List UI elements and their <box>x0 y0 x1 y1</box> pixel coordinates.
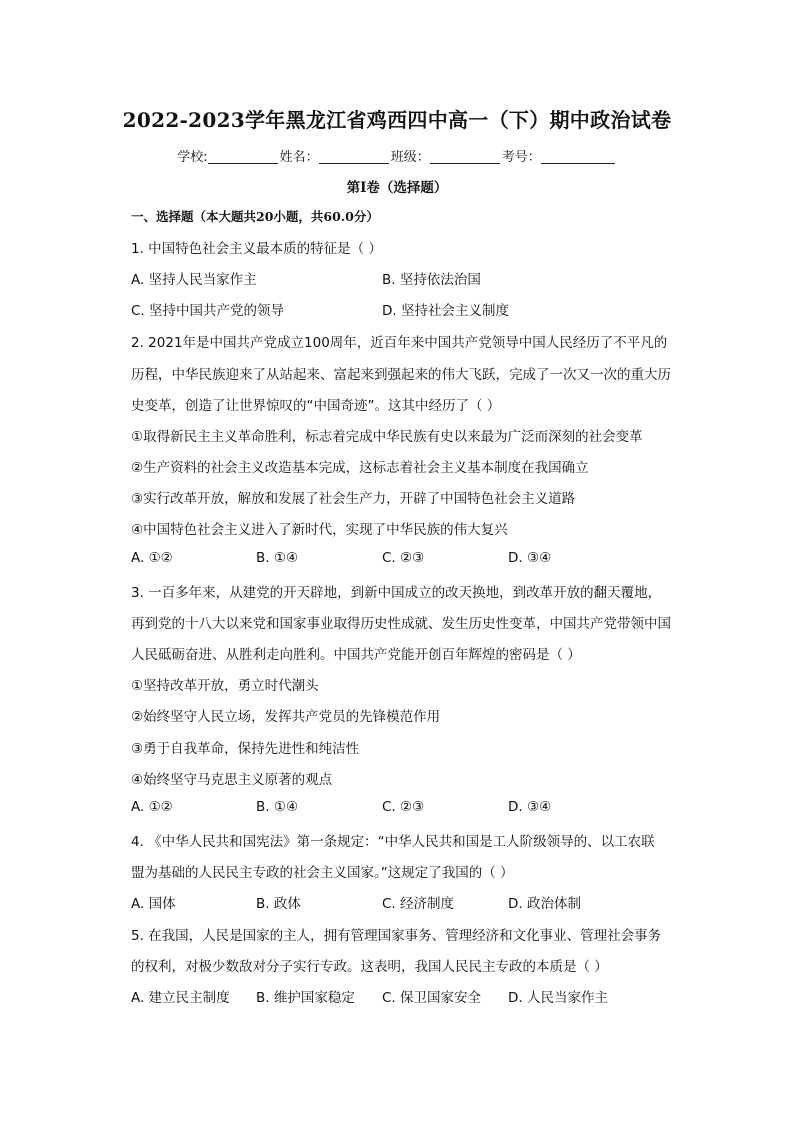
q2-option-d: D. ③④ <box>508 550 552 566</box>
q2-option-a: A. ①② <box>131 550 173 566</box>
q1-option-d: D. 坚持社会主义制度 <box>382 303 509 319</box>
q5-stem-line2: 的权利，对极少数敌对分子实行专政。这表明，我国人民民主专政的本质是（ ） <box>131 959 608 975</box>
school-label: 学校: <box>177 150 208 165</box>
q5-option-a: A. 建立民主制度 <box>131 990 230 1006</box>
q2-item-3: ③实行改革开放，解放和发展了社会生产力，开辟了中国特色社会主义道路 <box>131 491 576 507</box>
q3-item-3: ③勇于自我革命，保持先进性和纯洁性 <box>131 741 360 757</box>
q3-option-c: C. ②③ <box>382 799 425 815</box>
class-label: 班级： <box>390 150 430 165</box>
exam-no-blank <box>541 149 615 164</box>
q1-option-c: C. 坚持中国共产党的领导 <box>131 303 285 319</box>
q2-option-b: B. ①④ <box>256 550 299 566</box>
q4-option-b: B. 政体 <box>256 896 301 912</box>
q4-option-a: A. 国体 <box>131 896 176 912</box>
q5-option-d: D. 人民当家作主 <box>508 990 608 1006</box>
q5-option-b: B. 维护国家稳定 <box>256 990 355 1006</box>
q2-stem-line2: 历程，中华民族迎来了从站起来、富起来到强起来的伟大飞跃，完成了一次又一次的重大历 <box>131 367 671 383</box>
q5-stem-line1: 5. 在我国，人民是国家的主人，拥有管理国家事务、管理经济和文化事业、管理社会事务 <box>131 928 662 944</box>
q2-option-c: C. ②③ <box>382 550 425 566</box>
q2-item-1: ①取得新民主主义革命胜利，标志着完成中华民族有史以来最为广泛而深刻的社会变革 <box>131 429 643 445</box>
q3-stem-line3: 人民砥砺奋进、从胜利走向胜利。中国共产党能开创百年辉煌的密码是（ ） <box>131 647 581 663</box>
name-label: 姓名： <box>279 150 319 165</box>
q1-option-b: B. 坚持依法治国 <box>382 272 481 288</box>
q4-stem-line2: 盟为基础的人民民主专政的社会主义国家。”这规定了我国的（ ） <box>131 865 514 881</box>
q3-stem-line2: 再到党的十八大以来党和国家事业取得历史性成就、发生历史性变革，中国共产党带领中国 <box>131 616 671 632</box>
q2-stem-line1: 2. 2021年是中国共产党成立100周年，近百年来中国共产党领导中国人民经历了不平凡的 <box>131 335 668 351</box>
q3-item-2: ②始终坚守人民立场，发挥共产党员的先锋模范作用 <box>131 709 441 725</box>
q4-option-d: D. 政治体制 <box>508 896 581 912</box>
q5-option-c: C. 保卫国家安全 <box>382 990 482 1006</box>
q3-item-1: ①坚持改革开放，勇立时代潮头 <box>131 678 319 694</box>
q3-option-b: B. ①④ <box>256 799 299 815</box>
q2-item-2: ②生产资料的社会主义改造基本完成，这标志着社会主义基本制度在我国确立 <box>131 460 589 476</box>
q2-stem-line3: 史变革，创造了让世界惊叹的“中国奇迹”。这其中经历了（ ） <box>131 398 501 414</box>
volume-heading: 第I卷（选择题） <box>346 180 448 196</box>
q3-option-d: D. ③④ <box>508 799 552 815</box>
q1-option-a: A. 坚持人民当家作主 <box>131 272 257 288</box>
name-blank <box>319 149 389 164</box>
q4-stem-line1: 4. 《中华人民共和国宪法》第一条规定：“中华人民共和国是工人阶级领导的、以工农联 <box>131 834 655 850</box>
q3-option-a: A. ①② <box>131 799 173 815</box>
q3-item-4: ④始终坚守马克思主义原著的观点 <box>131 772 333 788</box>
section-heading: 一、选择题（本大题共20小题，共60.0分） <box>131 209 379 224</box>
exam-no-label: 考号： <box>501 150 541 165</box>
student-info-row <box>0 146 794 165</box>
q3-stem-line1: 3. 一百多年来，从建党的开天辟地，到新中国成立的改天换地，到改革开放的翻天覆地， <box>131 585 662 601</box>
class-blank <box>430 149 500 164</box>
q4-option-c: C. 经济制度 <box>382 896 455 912</box>
q2-item-4: ④中国特色社会主义进入了新时代，实现了中华民族的伟大复兴 <box>131 522 508 538</box>
q1-stem: 1. 中国特色社会主义最本质的特征是（ ） <box>131 241 382 257</box>
school-blank <box>208 149 278 164</box>
exam-title: 2022-2023学年黑龙江省鸡西四中高一（下）期中政治试卷 <box>122 108 672 132</box>
